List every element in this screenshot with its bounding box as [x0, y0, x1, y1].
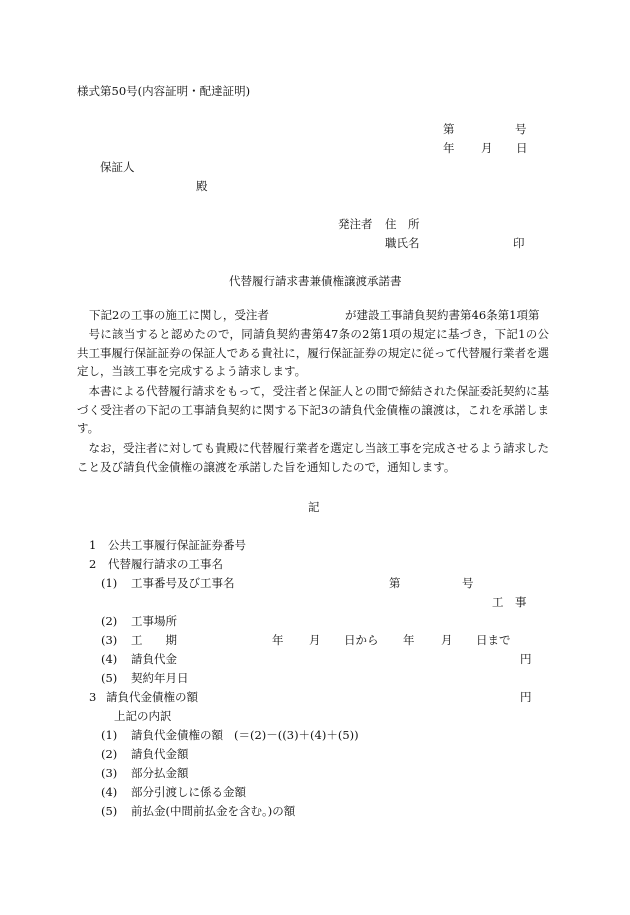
addressee-name: 保証人 [100, 160, 135, 174]
breakdown-2-number: (2) [101, 747, 118, 761]
sub-1-label: 工事番号及び工事名 [131, 576, 235, 590]
sub-3-number: (3) [101, 633, 118, 647]
sub-3-label: 工 期 [131, 633, 177, 647]
body-p1-continue: が建設工事請負契約書第46条第1項第 [345, 308, 540, 322]
issuer-role: 発注者 [338, 217, 373, 231]
sub-3-end-day: 日まで [476, 633, 511, 647]
breakdown-4-label: 部分引渡しに係る金額 [131, 785, 246, 799]
sub-3-end-year: 年 [403, 633, 415, 647]
sub-1-dai: 第 [389, 576, 401, 590]
breakdown-5-label: 前払金(中間前払金を含む。)の額 [131, 804, 296, 818]
item-2-label: 代替履行請求の工事名 [108, 557, 223, 571]
sub-3-start-day: 日から [344, 633, 379, 647]
sub-1-go: 号 [462, 576, 474, 590]
sub-3-start-year: 年 [272, 633, 284, 647]
body-p1-rest: 号に該当すると認めたので，同請負契約書第47条の2第1項の規定に基づき，下記1の公共工事履行保証証券の保証人である貴社に，履行保証証券の規定に従って代替履行業者を選定し，当該工事を完成するよう請求します。 [77, 327, 549, 378]
item-1-label: 公共工事履行保証証券番号 [108, 538, 246, 552]
sub-4-unit: 円 [520, 652, 532, 666]
ki-heading: 記 [308, 500, 320, 514]
item-2-number: 2 [89, 557, 97, 571]
breakdown-1-formula: (＝(2)－((3)＋(4)＋(5)) [234, 728, 359, 742]
sub-3-end-month: 月 [441, 633, 453, 647]
issuer-name-label: 職氏名 [385, 236, 420, 250]
breakdown-1-number: (1) [101, 728, 118, 742]
sub-2-number: (2) [101, 614, 118, 628]
sub-3-start-month: 月 [309, 633, 321, 647]
body-paragraph-2: 本書による代替履行請求をもって，受注者と保証人との間で締結された保証委託契約に基づく受注者の下記の工事請負契約に関する下記3の請負代金債権の譲渡は，これを承諾します。 [77, 384, 549, 435]
breakdown-heading: 上記の内訳 [114, 709, 172, 723]
number-prefix: 第 [443, 122, 455, 136]
sub-1-koji: 工 事 [492, 595, 527, 609]
item-1-number: 1 [89, 538, 97, 552]
number-suffix: 号 [515, 122, 527, 136]
breakdown-1-label: 請負代金債権の額 [131, 728, 223, 742]
document-title: 代替履行請求書兼債権譲渡承諾書 [229, 274, 402, 288]
breakdown-2-label: 請負代金額 [131, 747, 189, 761]
breakdown-5-number: (5) [101, 804, 118, 818]
date-month: 月 [481, 141, 493, 155]
issuer-address-label: 住 所 [385, 217, 420, 231]
sub-5-label: 契約年月日 [131, 671, 189, 685]
breakdown-3-number: (3) [101, 766, 118, 780]
sub-1-number: (1) [101, 576, 118, 590]
body-p1-start: 下記2の工事の施工に関し，受注者 [89, 308, 269, 322]
breakdown-3-label: 部分払金額 [131, 766, 189, 780]
date-day: 日 [516, 141, 528, 155]
date-year: 年 [443, 141, 455, 155]
sub-4-number: (4) [101, 652, 118, 666]
item-3-number: 3 [89, 690, 97, 704]
body-paragraph-3: なお，受注者に対しても貴殿に代替履行業者を選定し当該工事を完成させるよう請求したこと及び請負代金債権の譲渡を承諾した旨を通知したので，通知します。 [77, 441, 549, 474]
item-3-unit: 円 [520, 690, 532, 704]
addressee-honorific: 殿 [196, 179, 208, 193]
sub-2-label: 工事場所 [131, 614, 177, 628]
form-label: 様式第50号(内容証明・配達証明) [77, 84, 251, 98]
sub-4-label: 請負代金 [131, 652, 177, 666]
sub-5-number: (5) [101, 671, 118, 685]
item-3-label: 請負代金債権の額 [106, 690, 198, 704]
seal-mark: 印 [513, 236, 525, 250]
breakdown-4-number: (4) [101, 785, 118, 799]
